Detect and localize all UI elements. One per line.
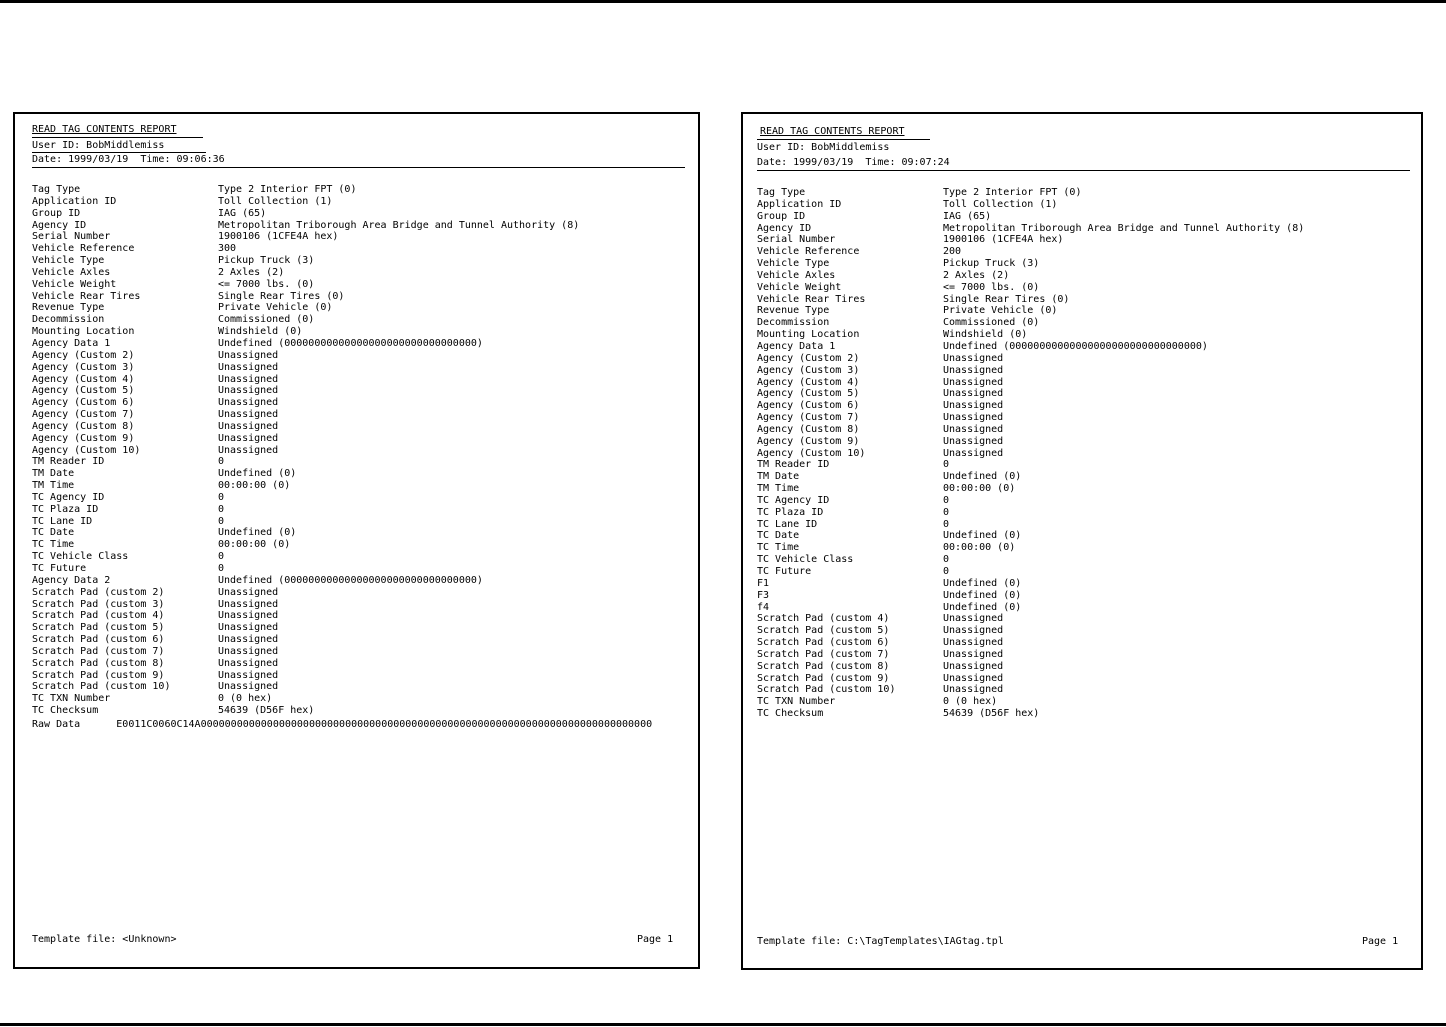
- field-label: Agency (Custom 6): [32, 397, 135, 409]
- field-row: [32, 610, 579, 622]
- field-label: TC Plaza ID: [32, 503, 99, 515]
- field-row: [757, 223, 1304, 235]
- field-label: Application ID: [32, 195, 117, 207]
- field-value: Commissioned (0): [943, 317, 1040, 329]
- field-value: Unassigned: [943, 400, 1004, 412]
- field-row: [32, 267, 579, 279]
- top-border: [0, 0, 1446, 3]
- field-label: Agency (Custom 8): [32, 420, 135, 432]
- field-value: Unassigned: [943, 684, 1004, 696]
- field-value: 54639 (D56F hex): [218, 705, 315, 717]
- field-label: Vehicle Axles: [32, 266, 111, 278]
- field-value: Private Vehicle (0): [218, 302, 333, 314]
- field-row: [32, 255, 579, 267]
- field-row: [757, 317, 1304, 329]
- field-row: [32, 670, 579, 682]
- field-value: IAG (65): [943, 210, 992, 222]
- field-row: [32, 622, 579, 634]
- field-row: [757, 507, 1304, 519]
- field-row: [757, 519, 1304, 531]
- field-label: Agency (Custom 5): [32, 385, 135, 397]
- field-value: Pickup Truck (3): [943, 258, 1040, 270]
- field-row: [757, 353, 1304, 365]
- field-row: [757, 246, 1304, 258]
- field-value: Undefined (0): [218, 468, 297, 480]
- field-label: Scratch Pad (custom 4): [757, 613, 890, 625]
- field-row: [32, 302, 579, 314]
- field-row: [32, 243, 579, 255]
- field-row: [32, 374, 579, 386]
- field-label: Tag Type: [32, 184, 81, 195]
- field-value: Unassigned: [218, 586, 279, 598]
- field-label: Agency (Custom 3): [32, 361, 135, 373]
- field-row: [757, 590, 1304, 602]
- field-row: [32, 196, 579, 208]
- header-divider: [32, 167, 685, 168]
- field-value: 0 (0 hex): [218, 693, 273, 705]
- field-value: Unassigned: [218, 373, 279, 385]
- field-value: Undefined (0): [943, 577, 1022, 589]
- field-value: 0: [943, 459, 950, 471]
- field-label: TC TXN Number: [757, 696, 836, 708]
- field-row: [32, 539, 579, 551]
- field-row: [757, 412, 1304, 424]
- field-row: [32, 208, 579, 220]
- field-value: Unassigned: [218, 610, 279, 622]
- field-row: [757, 542, 1304, 554]
- field-value: Unassigned: [218, 397, 279, 409]
- field-value: <= 7000 lbs. (0): [943, 281, 1040, 293]
- truncated-raw-data-line: Raw Data E0011C0060C14A000000000000000000000000000000000000000000000000000000000000000000000000000: [32, 719, 653, 730]
- field-row: [757, 270, 1304, 282]
- field-label: Agency (Custom 2): [32, 349, 135, 361]
- field-row: [32, 220, 579, 232]
- field-row: [757, 684, 1304, 696]
- page-number: Page 1: [1362, 936, 1399, 947]
- field-row: [32, 705, 579, 717]
- field-row: [757, 365, 1304, 377]
- field-row: [757, 554, 1304, 566]
- field-value: Private Vehicle (0): [943, 305, 1058, 317]
- field-row: [32, 551, 579, 563]
- field-label: Agency Data 2: [32, 574, 111, 586]
- field-row: [757, 305, 1304, 317]
- field-label: Agency (Custom 3): [757, 364, 860, 376]
- field-row: [32, 693, 579, 705]
- user-id-line: User ID: BobMiddlemiss: [32, 140, 165, 151]
- field-row: [32, 480, 579, 492]
- field-label: Scratch Pad (custom 9): [32, 669, 165, 681]
- field-value: 1900106 (1CFE4A hex): [943, 234, 1064, 246]
- field-value: Unassigned: [218, 634, 279, 646]
- field-row: [757, 661, 1304, 673]
- field-value: Undefined (00000000000000000000000000000000): [218, 337, 483, 349]
- field-label: Agency (Custom 9): [32, 432, 135, 444]
- field-label: Scratch Pad (custom 6): [757, 637, 890, 649]
- field-row: [757, 483, 1304, 495]
- field-label: Serial Number: [757, 234, 836, 246]
- field-label: Vehicle Weight: [32, 278, 117, 290]
- field-row: [757, 282, 1304, 294]
- field-row: [32, 184, 579, 196]
- field-label: Mounting Location: [757, 329, 860, 341]
- field-value: 0: [218, 491, 225, 503]
- field-label: TC Vehicle Class: [32, 551, 129, 563]
- field-row: [757, 341, 1304, 353]
- field-value: Unassigned: [943, 352, 1004, 364]
- field-label: TC Plaza ID: [757, 506, 824, 518]
- user-id-line: User ID: BobMiddlemiss: [757, 142, 890, 153]
- field-row: [32, 516, 579, 528]
- field-row: [32, 385, 579, 397]
- field-row: [32, 634, 579, 646]
- field-row: [32, 599, 579, 611]
- field-row: [757, 400, 1304, 412]
- field-value: 0: [943, 518, 950, 530]
- field-value: Type 2 Interior FPT (0): [943, 187, 1082, 198]
- field-list: [32, 184, 579, 717]
- field-value: Unassigned: [943, 625, 1004, 637]
- field-value: Undefined (0): [943, 589, 1022, 601]
- field-row: [32, 646, 579, 658]
- field-label: Agency (Custom 10): [757, 447, 866, 459]
- field-value: Unassigned: [218, 349, 279, 361]
- field-label: Vehicle Axles: [757, 269, 836, 281]
- field-row: [757, 578, 1304, 590]
- title-rule: [32, 137, 203, 138]
- field-row: [757, 696, 1304, 708]
- field-row: [32, 658, 579, 670]
- field-value: 0: [218, 515, 225, 527]
- template-file-label: Template file: <Unknown>: [32, 934, 177, 945]
- field-value: Undefined (0): [943, 601, 1022, 613]
- field-label: TM Date: [32, 468, 75, 480]
- field-label: Vehicle Rear Tires: [757, 293, 866, 305]
- field-row: [757, 708, 1304, 720]
- field-row: [32, 409, 579, 421]
- field-value: 2 Axles (2): [943, 269, 1010, 281]
- field-row: [32, 326, 579, 338]
- field-label: Serial Number: [32, 231, 111, 243]
- field-value: Unassigned: [218, 420, 279, 432]
- field-label: Agency (Custom 9): [757, 435, 860, 447]
- field-label: Agency (Custom 6): [757, 400, 860, 412]
- field-value: Windshield (0): [943, 329, 1028, 341]
- field-label: Group ID: [757, 210, 806, 222]
- field-row: [757, 613, 1304, 625]
- field-value: Unassigned: [218, 444, 279, 456]
- field-row: [32, 421, 579, 433]
- field-label: Agency (Custom 4): [32, 373, 135, 385]
- field-label: Scratch Pad (custom 9): [757, 672, 890, 684]
- field-row: [757, 495, 1304, 507]
- field-label: Scratch Pad (custom 4): [32, 610, 165, 622]
- field-label: Agency (Custom 2): [757, 352, 860, 364]
- field-value: Single Rear Tires (0): [218, 290, 345, 302]
- field-label: Scratch Pad (custom 8): [757, 660, 890, 672]
- field-row: [757, 673, 1304, 685]
- field-row: [757, 566, 1304, 578]
- field-label: Vehicle Type: [32, 255, 105, 267]
- field-label: Agency (Custom 10): [32, 444, 141, 456]
- field-row: [757, 424, 1304, 436]
- field-value: Type 2 Interior FPT (0): [218, 184, 357, 195]
- field-value: Undefined (00000000000000000000000000000000): [218, 574, 483, 586]
- field-value: 54639 (D56F hex): [943, 708, 1040, 720]
- field-label: Agency (Custom 4): [757, 376, 860, 388]
- field-value: 2 Axles (2): [218, 266, 285, 278]
- field-label: Revenue Type: [757, 305, 830, 317]
- field-label: Vehicle Reference: [32, 243, 135, 255]
- field-value: Pickup Truck (3): [218, 255, 315, 267]
- field-value: 0: [943, 506, 950, 518]
- field-row: [757, 388, 1304, 400]
- field-value: Unassigned: [943, 648, 1004, 660]
- field-value: Metropolitan Triborough Area Bridge and Tunnel Authority (8): [218, 219, 580, 231]
- field-label: Revenue Type: [32, 302, 105, 314]
- field-row: [32, 504, 579, 516]
- page-number: Page 1: [637, 934, 674, 945]
- field-value: 0 (0 hex): [943, 696, 998, 708]
- field-label: Agency Data 1: [757, 340, 836, 352]
- field-label: f4: [757, 601, 770, 613]
- field-row: [32, 362, 579, 374]
- field-value: 0: [943, 566, 950, 577]
- field-row: [32, 397, 579, 409]
- field-label: Agency Data 1: [32, 337, 111, 349]
- field-row: [757, 602, 1304, 614]
- field-value: Unassigned: [218, 645, 279, 657]
- field-label: Scratch Pad (custom 8): [32, 657, 165, 669]
- report-title: READ TAG CONTENTS REPORT: [32, 124, 177, 135]
- field-label: Vehicle Reference: [757, 246, 860, 258]
- field-row: [32, 433, 579, 445]
- template-file-label: Template file: C:\TagTemplates\IAGtag.tpl: [757, 936, 1004, 947]
- report-page-2: [741, 112, 1423, 970]
- field-row: [757, 625, 1304, 637]
- field-row: [32, 492, 579, 504]
- field-value: 200: [943, 246, 962, 258]
- field-label: Decommission: [32, 314, 105, 326]
- field-value: Metropolitan Triborough Area Bridge and Tunnel Authority (8): [943, 222, 1305, 234]
- field-label: Tag Type: [757, 187, 806, 198]
- field-label: TC TXN Number: [32, 693, 111, 705]
- field-label: TC Lane ID: [757, 518, 818, 530]
- field-value: Undefined (0): [943, 530, 1022, 542]
- field-label: Scratch Pad (custom 6): [32, 634, 165, 646]
- field-value: Unassigned: [943, 376, 1004, 388]
- field-label: TM Reader ID: [757, 459, 830, 471]
- field-row: [32, 681, 579, 693]
- field-row: [32, 350, 579, 362]
- date-time-line: Date: 1999/03/19 Time: 09:06:36: [32, 154, 225, 165]
- field-value: Undefined (0): [218, 527, 297, 539]
- field-list: [757, 187, 1304, 720]
- field-value: Unassigned: [218, 657, 279, 669]
- field-value: Toll Collection (1): [218, 195, 333, 207]
- field-label: TM Reader ID: [32, 456, 105, 468]
- field-value: 0: [218, 456, 225, 468]
- report-title: READ TAG CONTENTS REPORT: [760, 126, 905, 137]
- field-value: 00:00:00 (0): [943, 542, 1016, 554]
- field-value: Toll Collection (1): [943, 198, 1058, 210]
- field-label: Vehicle Rear Tires: [32, 290, 141, 302]
- field-row: [32, 445, 579, 457]
- field-label: Vehicle Type: [757, 258, 830, 270]
- field-label: F1: [757, 577, 770, 589]
- field-label: TC Checksum: [757, 708, 824, 720]
- field-label: TC Future: [32, 563, 87, 574]
- field-row: [32, 563, 579, 575]
- field-value: Unassigned: [943, 613, 1004, 625]
- field-label: Scratch Pad (custom 3): [32, 598, 165, 610]
- field-value: <= 7000 lbs. (0): [218, 278, 315, 290]
- field-row: [32, 527, 579, 539]
- field-value: Windshield (0): [218, 326, 303, 338]
- field-row: [757, 377, 1304, 389]
- field-value: 00:00:00 (0): [218, 539, 291, 551]
- field-label: TC Agency ID: [757, 494, 830, 506]
- field-value: Undefined (00000000000000000000000000000000): [943, 340, 1208, 352]
- field-row: [32, 456, 579, 468]
- field-row: [757, 471, 1304, 483]
- field-value: 0: [218, 563, 225, 574]
- report-page-1: [13, 112, 700, 969]
- field-value: Unassigned: [218, 622, 279, 634]
- field-label: TC Checksum: [32, 705, 99, 717]
- field-row: [757, 294, 1304, 306]
- field-row: [32, 314, 579, 326]
- field-label: TM Date: [757, 471, 800, 483]
- field-row: [32, 587, 579, 599]
- field-label: Agency ID: [757, 222, 812, 234]
- field-row: [757, 637, 1304, 649]
- field-value: Unassigned: [218, 432, 279, 444]
- field-value: Unassigned: [943, 435, 1004, 447]
- field-value: Unassigned: [943, 660, 1004, 672]
- field-label: TC Vehicle Class: [757, 554, 854, 566]
- field-label: Scratch Pad (custom 10): [757, 684, 896, 696]
- field-value: Unassigned: [218, 385, 279, 397]
- field-label: Scratch Pad (custom 5): [757, 625, 890, 637]
- field-value: Unassigned: [218, 361, 279, 373]
- field-label: Agency ID: [32, 219, 87, 231]
- field-label: Agency (Custom 8): [757, 423, 860, 435]
- field-row: [757, 436, 1304, 448]
- field-label: Scratch Pad (custom 10): [32, 681, 171, 693]
- field-value: 1900106 (1CFE4A hex): [218, 231, 339, 243]
- field-label: Agency (Custom 7): [32, 409, 135, 421]
- field-value: 0: [218, 551, 225, 563]
- field-value: 0: [218, 503, 225, 515]
- field-row: [32, 231, 579, 243]
- field-value: 00:00:00 (0): [218, 480, 291, 492]
- field-label: TC Date: [32, 527, 75, 539]
- field-row: [757, 258, 1304, 270]
- field-row: [32, 291, 579, 303]
- field-label: Scratch Pad (custom 7): [757, 648, 890, 660]
- field-label: Mounting Location: [32, 326, 135, 338]
- field-label: TC Date: [757, 530, 800, 542]
- field-value: Unassigned: [218, 681, 279, 693]
- field-label: Decommission: [757, 317, 830, 329]
- field-value: 00:00:00 (0): [943, 483, 1016, 495]
- field-value: Unassigned: [218, 669, 279, 681]
- field-row: [757, 187, 1304, 199]
- field-value: 0: [943, 554, 950, 566]
- field-row: [757, 649, 1304, 661]
- field-label: TM Time: [32, 480, 75, 492]
- field-value: Undefined (0): [943, 471, 1022, 483]
- field-label: Scratch Pad (custom 2): [32, 586, 165, 598]
- field-label: TC Time: [757, 542, 800, 554]
- field-row: [757, 199, 1304, 211]
- field-label: Vehicle Weight: [757, 281, 842, 293]
- field-label: TC Agency ID: [32, 491, 105, 503]
- field-label: Application ID: [757, 198, 842, 210]
- field-row: [32, 575, 579, 587]
- field-value: Unassigned: [943, 637, 1004, 649]
- field-value: Unassigned: [218, 598, 279, 610]
- field-label: F3: [757, 589, 770, 601]
- bottom-border: [0, 1023, 1446, 1026]
- date-time-line: Date: 1999/03/19 Time: 09:07:24: [757, 157, 950, 168]
- field-value: 0: [943, 494, 950, 506]
- field-value: Unassigned: [943, 447, 1004, 459]
- field-row: [32, 338, 579, 350]
- field-label: TC Time: [32, 539, 75, 551]
- field-value: Single Rear Tires (0): [943, 293, 1070, 305]
- field-label: TM Time: [757, 483, 800, 495]
- field-row: [757, 211, 1304, 223]
- field-label: Agency (Custom 7): [757, 412, 860, 424]
- field-label: Scratch Pad (custom 5): [32, 622, 165, 634]
- field-value: Unassigned: [943, 412, 1004, 424]
- field-row: [757, 234, 1304, 246]
- field-value: 300: [218, 243, 237, 255]
- field-value: Unassigned: [943, 364, 1004, 376]
- field-row: [757, 459, 1304, 471]
- header-divider: [757, 170, 1410, 171]
- field-row: [757, 448, 1304, 460]
- field-value: Unassigned: [218, 409, 279, 421]
- field-value: IAG (65): [218, 207, 267, 219]
- field-value: Unassigned: [943, 672, 1004, 684]
- field-row: [757, 530, 1304, 542]
- title-rule: [757, 139, 930, 140]
- field-label: TC Future: [757, 566, 812, 577]
- field-label: Scratch Pad (custom 7): [32, 645, 165, 657]
- field-label: Agency (Custom 5): [757, 388, 860, 400]
- field-value: Commissioned (0): [218, 314, 315, 326]
- field-row: [757, 329, 1304, 341]
- field-label: Group ID: [32, 207, 81, 219]
- field-value: Unassigned: [943, 423, 1004, 435]
- field-row: [32, 279, 579, 291]
- field-value: Unassigned: [943, 388, 1004, 400]
- field-row: [32, 468, 579, 480]
- field-label: TC Lane ID: [32, 515, 93, 527]
